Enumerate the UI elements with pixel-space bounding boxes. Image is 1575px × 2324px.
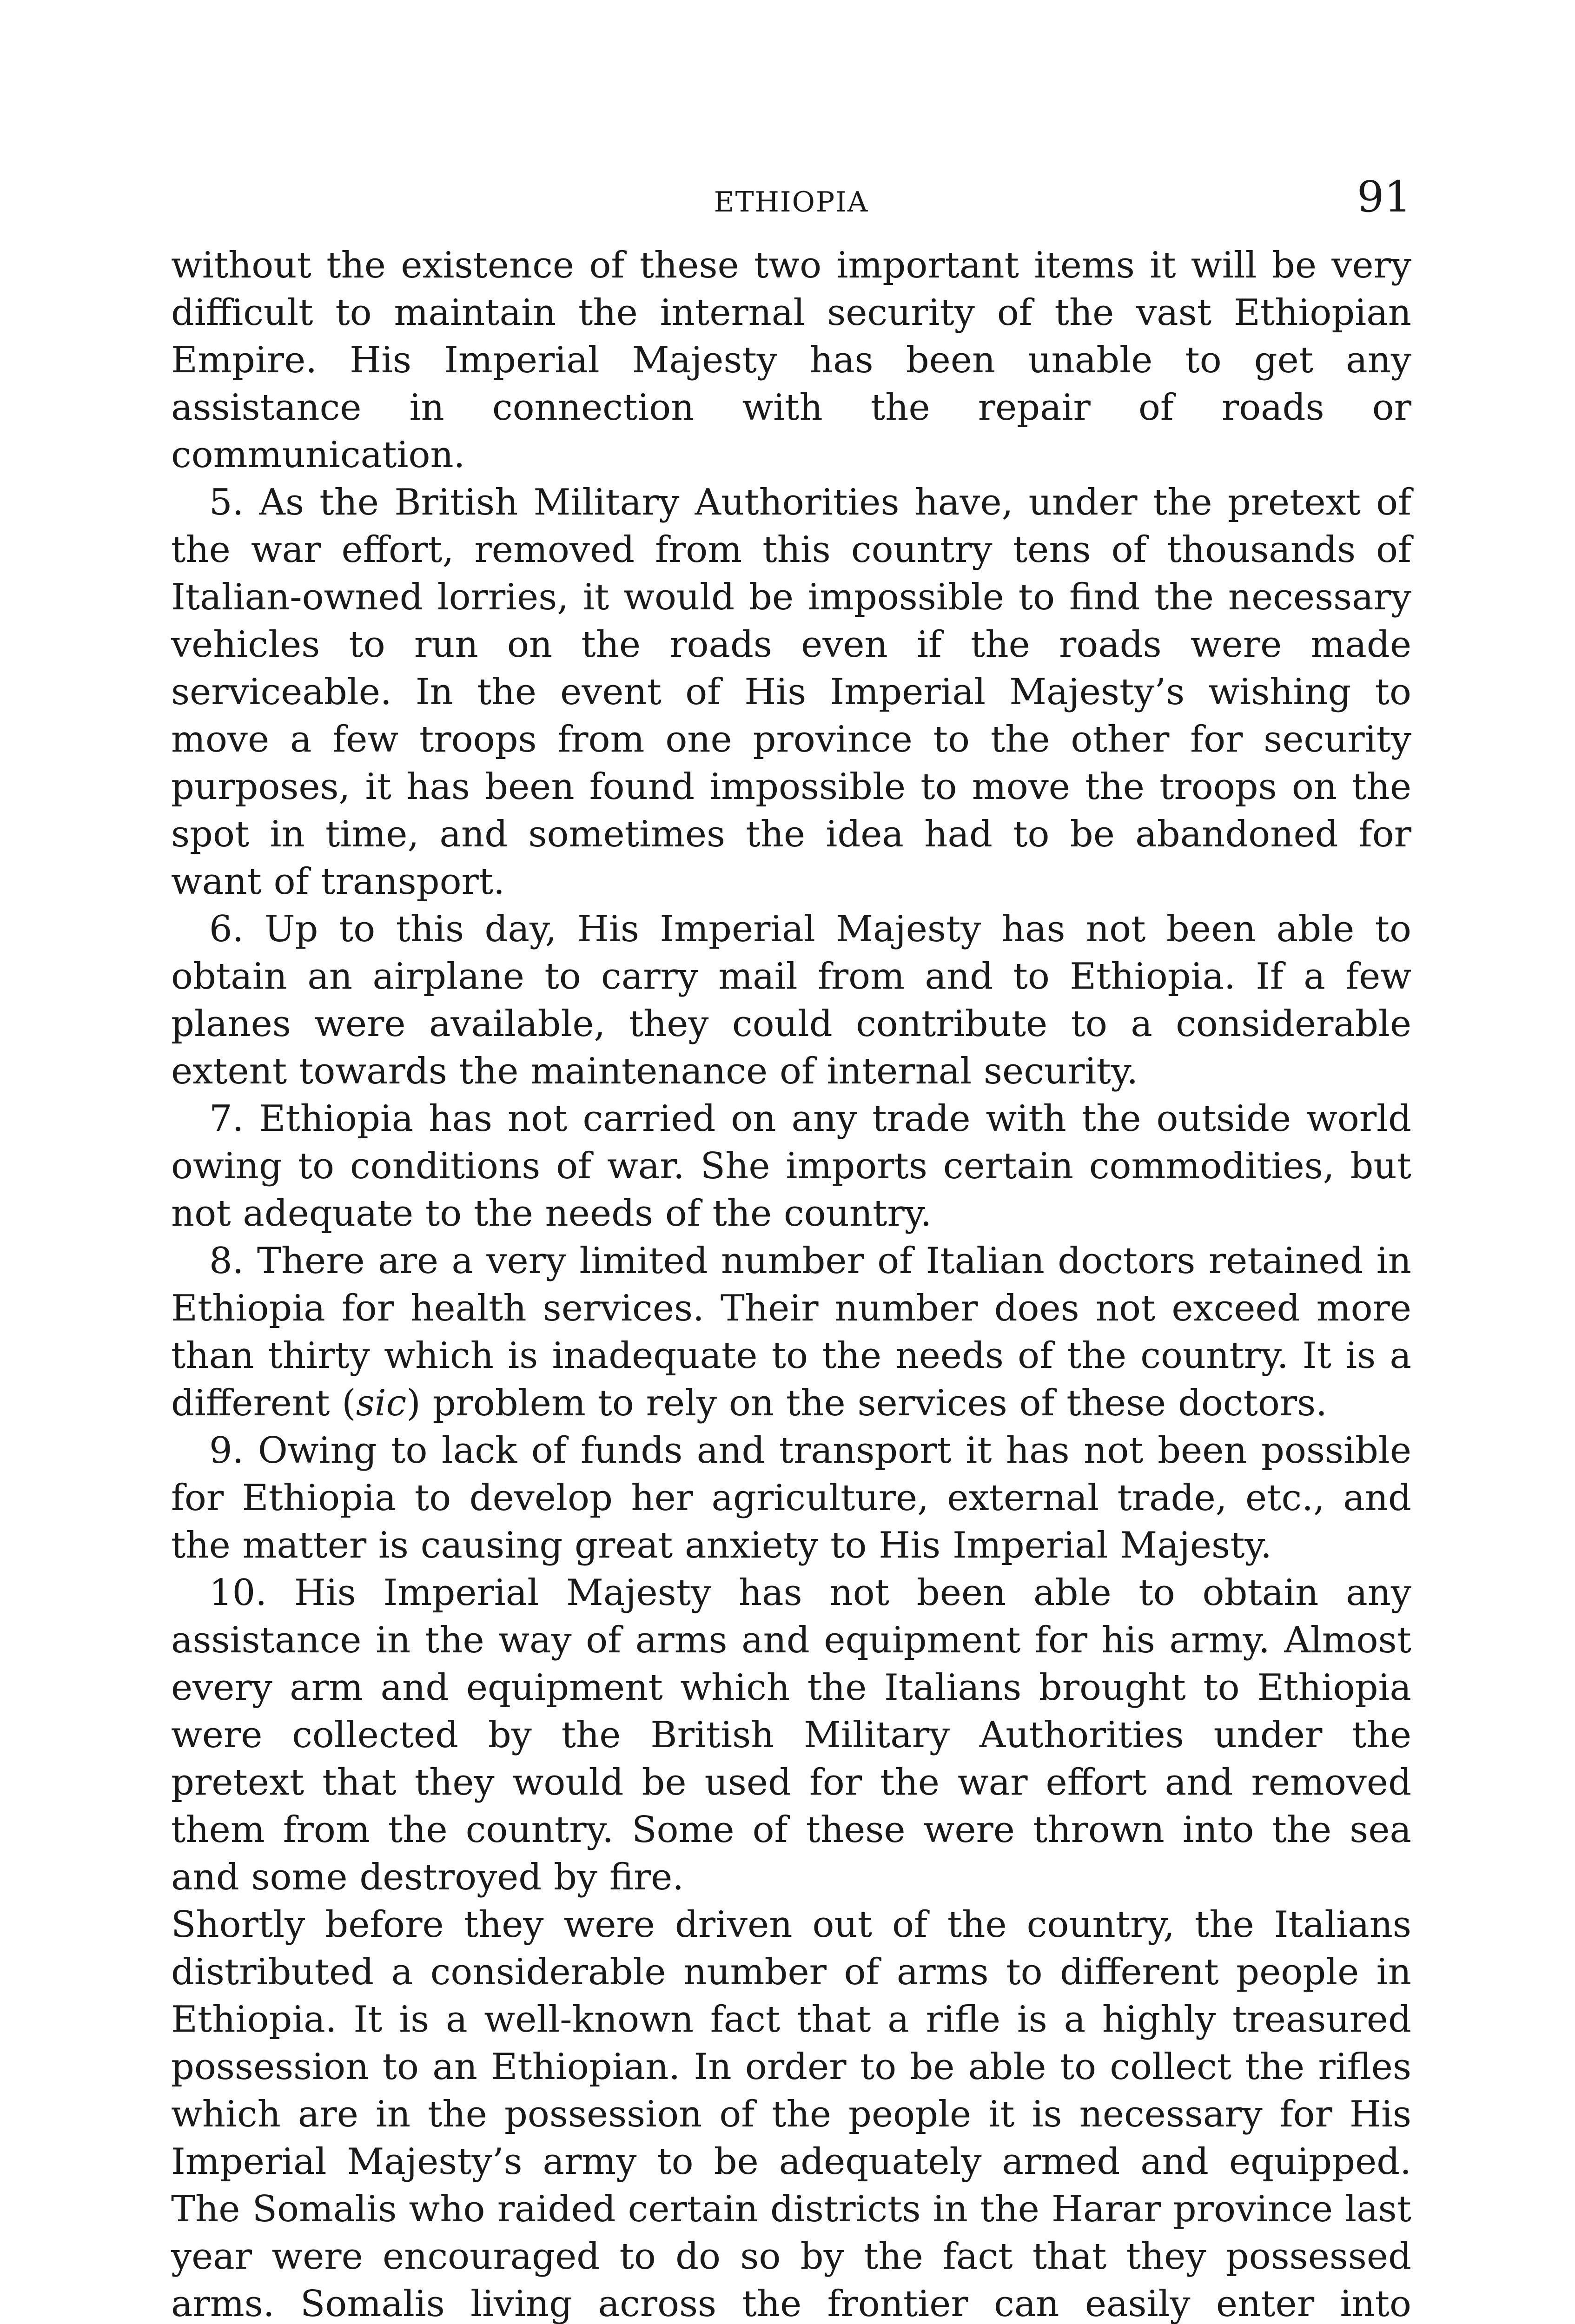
paragraph-6: 6. Up to this day, His Imperial Majesty has not been able to obtain an airplane to carry mail from and to Ethiopia. If a few planes were available, they could contribute to a considerable extent towards the maintenance of internal security. [171,908,1411,1092]
paragraph-7: 7. Ethiopia has not carried on any trade with the outside world owing to conditions of war. She imports certain commodities, but not adequate to the needs of the country. [171,1098,1411,1235]
paragraph-8-text-before: 8. There are a very limited number of Italian doctors retained in Ethiopia for health services. Their number does not exceed more than thirty which is inadequate to the needs of the country. It is a different ( [171,1240,1411,1424]
paragraph-10: 10. His Imperial Majesty has not been able to obtain any assistance in the way of arms and equipment for his army. Almost every arm and equipment which the Italians brought to Ethiopia were collected by the British Military Authorities under the pretext that they would be used for the war effort and removed them from the country. Some of these were thrown into the sea and some destroyed by fire. [171,1572,1411,1898]
paragraph-10-continued: Shortly before they were driven out of the country, the Italians distributed a considerable number of arms to different people in Ethiopia. It is a well-known fact that a rifle is a highly treasured possession to an Ethiopian. In order to be able to collect the rifles which are in the possession of the people it is necessary for His Imperial Majesty’s army to be adequately armed and equipped. The Somalis who raided certain districts in the Harar province last year were encouraged to do so by the fact that they possessed arms. Somalis living across the frontier can easily enter into [171,1904,1411,2324]
paragraph-5: 5. As the British Military Authorities have, under the pretext of the war effort, removed from this country tens of thousands of Italian-owned lorries, it would be impossible to find the necessary vehicles to run on the roads even if the roads were made serviceable. In the event of His Imperial Majesty’s wishing to move a few troops from one province to the other for security purposes, it has been found impossible to move the troops on the spot in time, and sometimes the idea had to be abandoned for want of transport. [171,482,1411,903]
page-body [171,242,1411,2324]
running-head [171,172,1411,242]
paragraph-9: 9. Owing to lack of funds and transport it has not been possible for Ethiopia to develop her agriculture, external trade, etc., and the matter is causing great anxiety to His Imperial Majesty. [171,1430,1411,1566]
paragraph-8-sic: sic [356,1382,407,1424]
book-page [171,172,1411,2324]
paragraph-8-text-after: ) problem to rely on the services of these doctors. [406,1382,1327,1424]
paragraph-continuation: without the existence of these two important items it will be very difficult to maintain the internal security of the vast Ethiopian Empire. His Imperial Majesty has been unable to get any assistance in connection with the repair of roads or communication. [171,244,1411,476]
paragraph-8 [171,1237,1411,1427]
page-number: 91 [1357,172,1411,222]
running-head-title: ETHIOPIA [714,186,869,218]
